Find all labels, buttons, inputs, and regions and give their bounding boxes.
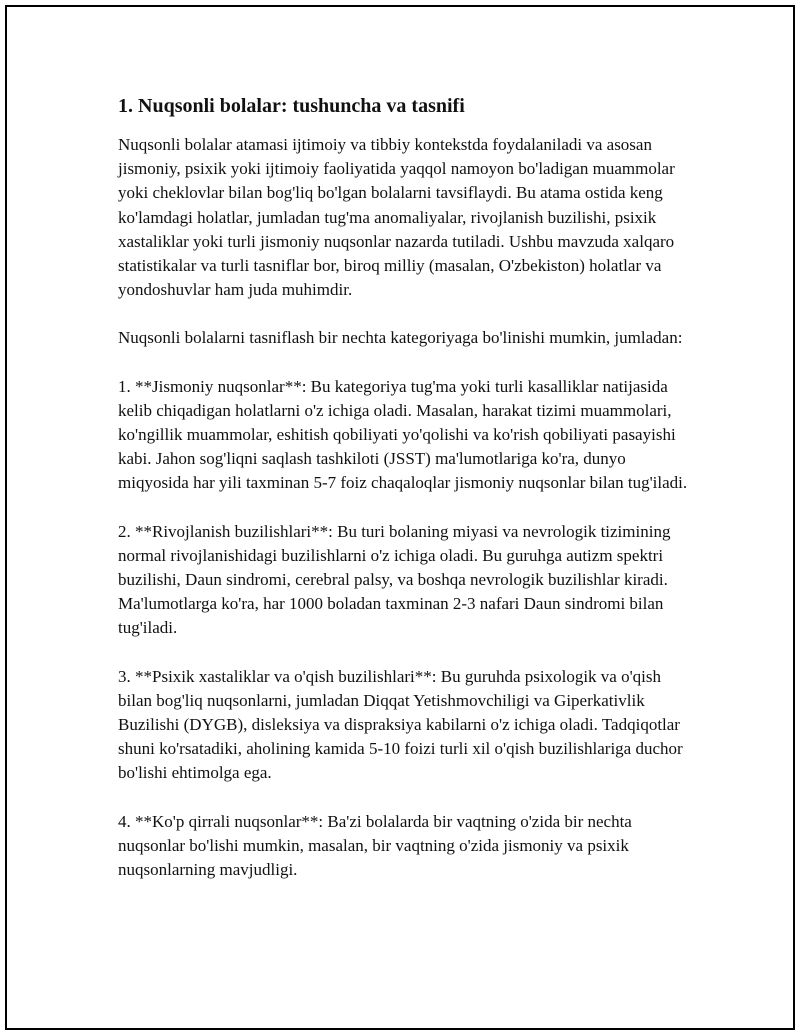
document-body [118, 93, 693, 906]
physical-defects-paragraph: 1. **Jismoniy nuqsonlar**: Bu kategoriya tug'ma yoki turli kasalliklar natijasida kelib chiqadigan holatlarni o'z ichiga oladi. Masalan, harakat tizimi muammolari, ko'ngillik muammolar, eshitish qobiliyati yo'qolishi va ko'rish qobiliyati pasayishi kabi. Jahon sog'liqni saqlash tashkiloti (JSST) ma'lumotlariga ko'ra, dunyo miqyosida har yili taxminan 5-7 foiz chaqaloqlar jismoniy nuqsonlar bilan tug'iladi. [118, 376, 688, 493]
intro-paragraph: Nuqsonli bolalar atamasi ijtimoiy va tibbiy kontekstda foydalaniladi va asosan jismoniy, psixik yoki ijtimoiy faoliyatida yaqqol namoyon bo'ladigan muammolar yoki cheklovlar bilan bog'liq bo'lgan bolalarni tavsiflaydi. Bu atama ostida keng ko'lamdagi holatlar, jumladan tug'ma anomaliyalar, rivojlanish buzilishi, psixik xastaliklar yoki turli jismoniy nuqsonlar nazarda tutiladi. Ushbu mavzuda xalqaro statistikalar va turli tasniflar bor, biroq milliy (masalan, O'zbekiston) holatlar va yondoshuvlar ham juda muhimdir. [118, 135, 675, 300]
mental-learning-disorders-paragraph: 3. **Psixik xastaliklar va o'qish buzilishlari**: Bu guruhda psixologik va o'qish bilan bog'liq nuqsonlarni, jumladan Diqqat Yetishmovchiligi va Giperkativlik Buzilishi (DYGB), disleksiya va dispraksiya kabilarni o'z ichiga oladi. Tadqiqotlar shuni ko'rsatadiki, aholining kamida 5-10 foizi turli xil o'qish buzilishlariga duchor bo'lishi ehtimolga ega. [118, 666, 683, 783]
multiple-defects-paragraph: 4. **Ko'p qirrali nuqsonlar**: Ba'zi bolalarda bir vaqtning o'zida bir nechta nuqsonlar bo'lishi mumkin, masalan, bir vaqtning o'zida jismoniy va psixik nuqsonlarning mavjudligi. [118, 811, 632, 880]
developmental-disorders-paragraph: 2. **Rivojlanish buzilishlari**: Bu turi bolaning miyasi va nevrologik tizimining normal rivojlanishidagi buzilishlarni o'z ichiga oladi. Bu guruhga autizm spektri buzilishi, Daun sindromi, cerebral palsy, va boshqa nevrologik buzilishlar kiradi. Ma'lumotlarga ko'ra, har 1000 boladan taxminan 2-3 nafari Daun sindromi bilan tug'iladi. [118, 521, 671, 638]
classification-intro-paragraph: Nuqsonli bolalarni tasniflash bir nechta kategoriyaga bo'linishi mumkin, jumladan: [118, 328, 683, 348]
section-title: 1. Nuqsonli bolalar: tushuncha va tasnifi [118, 95, 465, 117]
